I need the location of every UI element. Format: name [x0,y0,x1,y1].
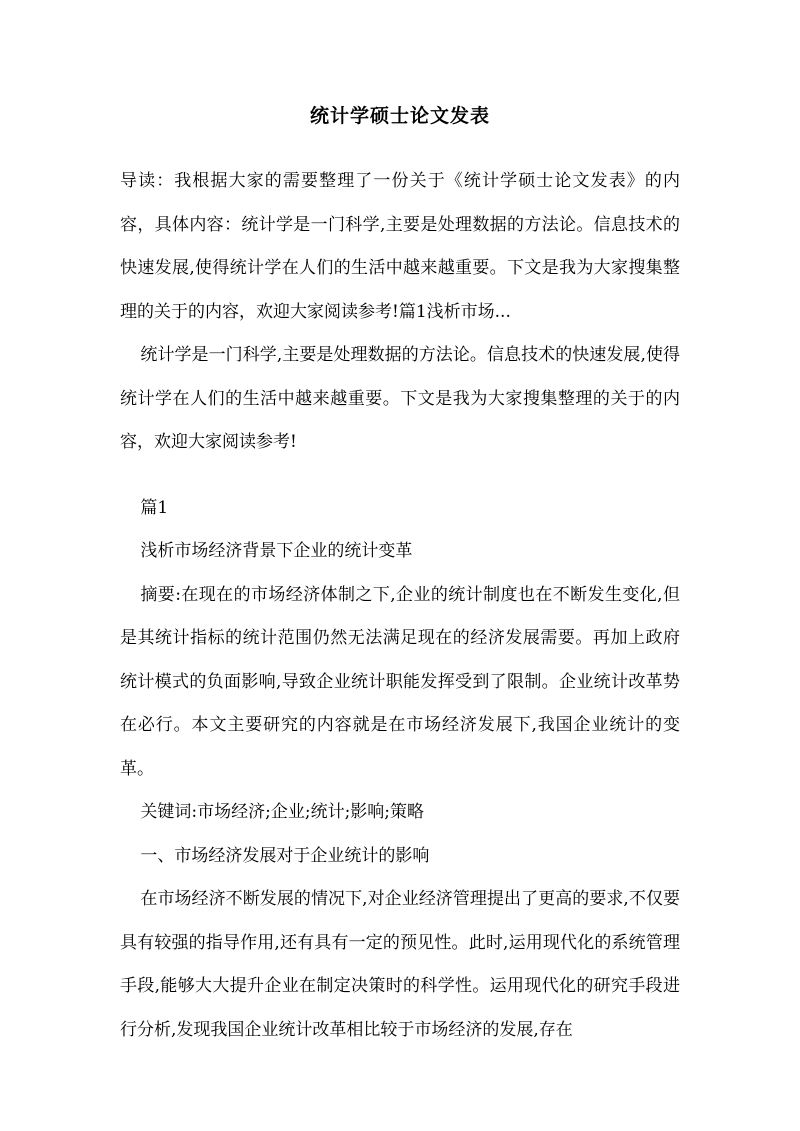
document-body [120,160,680,1052]
article-title: 浅析市场经济背景下企业的统计变革 [140,541,413,561]
section-number: 篇1 [140,497,169,518]
body-paragraph: 在市场经济不断发展的情况下,对企业经济管理提出了更高的要求,不仅要具有较强的指导作用,还有具有一定的预见性。此时,运用现代化的系统管理手段,能够大大提升企业在制定决策时的科学性。运用现代化的研究手段进行分析,发现我国企业统计改革相比较于市场经济的发展,存在 [120,889,680,1040]
section-heading: 一、市场经济发展对于企业统计的影响 [140,845,430,866]
summary-paragraph: 统计学是一门科学,主要是处理数据的方法论。信息技术的快速发展,使得统计学在人们的生活中越来越重要。下文是我为大家搜集整理的关于的内容，欢迎大家阅读参考! [120,345,680,452]
intro-paragraph: 导读：我根据大家的需要整理了一份关于《统计学硕士论文发表》的内容，具体内容：统计学是一门科学,主要是处理数据的方法论。信息技术的快速发展,使得统计学在人们的生活中越来越重要。下文是我为大家搜集整理的关于的内容，欢迎大家阅读参考!篇1浅析市场... [120,171,680,322]
document-title: 统计学硕士论文发表 [309,105,490,127]
keywords-line: 关键词:市场经济;企业;统计;影响;策略 [140,802,425,822]
section-gap [120,465,680,487]
abstract-paragraph: 摘要:在现在的市场经济体制之下,企业的统计制度也在不断发生变化,但是其统计指标的统计范围仍然无法满足现在的经济发展需要。再加上政府统计模式的负面影响,导致企业统计职能发挥受到了限制。企业统计改革势在必行。本文主要研究的内容就是在市场经济发展下,我国企业统计的变革。 [120,584,680,779]
